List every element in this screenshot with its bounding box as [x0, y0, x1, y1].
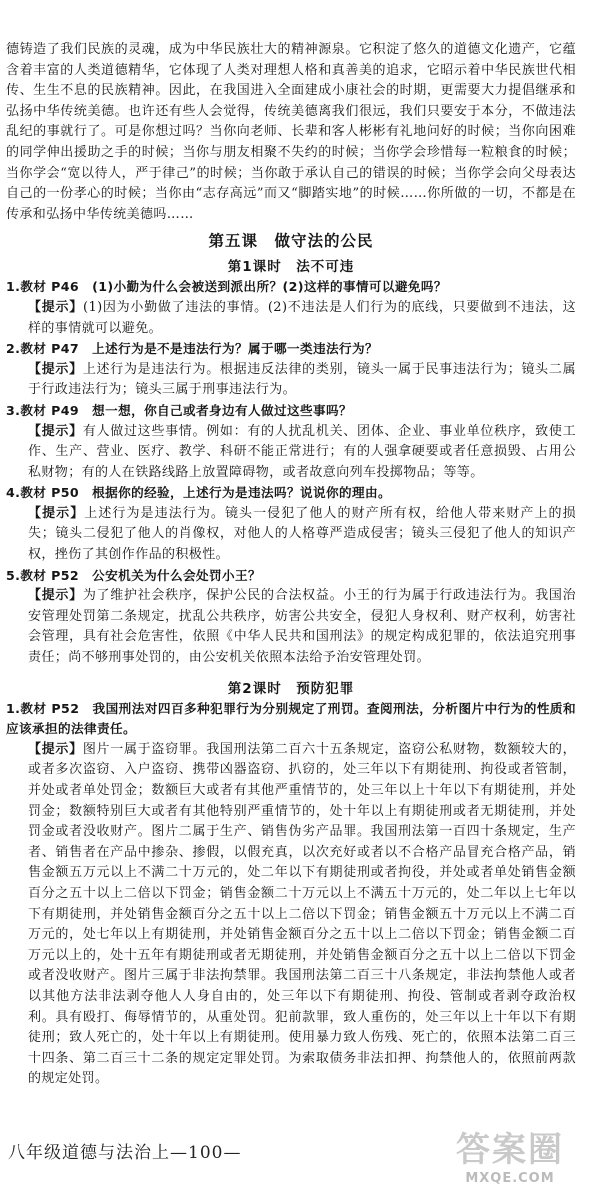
watermark-domain: MXQE.COM — [465, 1171, 555, 1186]
hint-text: (1)因为小勤做了违法的事情。(2)不违法是人们行为的底线，只要做到不违法，这样的事情就可以避免。 — [28, 299, 576, 336]
period2-title: 第2课时 预防犯罪 — [227, 680, 355, 697]
question-text: 我国刑法对四百多种犯罪行为分别规定了刑罚。查阅刑法，分析图片中行为的性质和应该承担的法律责任。 — [6, 700, 576, 737]
question-line — [6, 277, 576, 298]
question-line — [6, 566, 576, 587]
hint-tag: 【提示】 — [28, 423, 83, 439]
question-text: 公安机关为什么会处罚小王？ — [92, 567, 262, 583]
item-number: 4. — [6, 485, 21, 501]
question-line — [6, 401, 576, 422]
hint-block — [6, 740, 576, 1090]
hint-text: 图片一属于盗窃罪。我国刑法第二百六十五条规定，盗窃公私财物，数额较大的，或者多次盗窃、入户盗窃、携带凶器盗窃、扒窃的，处三年以下有期徒刑、拘役或者管制，并处或者单处罚金；数额巨大或者有其他严重情节的，处三年以上十年以下有期徒刑，并处罚金；数额特别巨大或者有其他特别严重情节的，处十年以上有期徒刑或者无期徒刑，并处罚金或者没收财产。图片二属于生产、销售伪劣产品罪。我国刑法第一百四十条规定，生产者、销售者在产品中掺杂、掺假，以假充真，以次充好或者以不合格产品冒充合格产品，销售金额五万元以上不满二十万元的，处二年以下有期徒刑或者拘役，并处或者单处销售金额百分之五十以上二倍以下罚金；销售金额二十万元以上不满五十万元的，处二年以上七年以下有期徒刑，并处销售金额百分之五十以上二倍以下罚金；销售金额五十万元以上不满二百万元的，处七年以上有期徒刑，并处销售金额百分之五十以上二倍以下罚金；销售金额二百万元以上的，处十五年有期徒刑或者无期徒刑，并处销售金额百分之五十以上二倍以下罚金或者没收财产。图片三属于非法拘禁罪。我国刑法第二百三十八条规定，非法拘禁他人或者以其他方法非法剥夺他人人身自由的，处三年以下有期徒刑、拘役、管制或者剥夺政治权利。具有殴打、侮辱情节的，从重处罚。犯前款罪，致人重伤的，处三年以上十年以下有期徒刑；致人死亡的，处十年以上有期徒刑。使用暴力致人伤残、死亡的，依照本法第二百三十四条、第二百三十二条的规定定罪处罚。为索取债务非法扣押、拘禁他人的，依照前两款的规定处罚。 — [28, 741, 576, 1087]
list-item — [6, 339, 576, 401]
intro-paragraph: 德铸造了我们民族的灵魂，成为中华民族壮大的精神源泉。它积淀了悠久的道德文化遗产，它蕴含着丰富的人类道德精华，它体现了人类对理想人格和真善美的追求，它昭示着中华民族世代相传、生生不息的民族精神。因此，在我国进入全面建成小康社会的时期，更需要大力提倡继承和弘扬中华传统美德。也许还有些人会觉得，传统美德离我们很远，我们只要安于本分，不做违法乱纪的事就行了。可是你想过吗？当你向老师、长辈和客人彬彬有礼地问好的时候；当你向困难的同学伸出援助之手的时候；当你与朋友相聚不失约的时候；当你学会珍惜每一粒粮食的时候；当你学会“宽以待人，严于律己”的时候；当你敢于承认自己的错误的时候；当你学会向父母表达自己的一份孝心的时候；当你由“志存高远”而又“脚踏实地”的时候……你所做的一切，不都是在传承和弘扬中华传统美德吗…… — [6, 42, 576, 222]
item-number: 1. — [6, 279, 21, 295]
list-item — [6, 566, 576, 669]
hint-block — [6, 298, 576, 339]
textbook-ref: 教材 P50 — [20, 485, 80, 501]
page-content — [6, 40, 576, 1090]
hint-block — [6, 504, 576, 566]
textbook-ref: 教材 P49 — [20, 402, 80, 418]
question-text: (1)小勤为什么会被送到派出所？(2)这样的事情可以避免吗？ — [92, 279, 447, 295]
question-line — [6, 483, 576, 504]
textbook-ref: 教材 P52 — [20, 567, 80, 583]
list-item — [6, 401, 576, 483]
watermark-logo — [440, 1130, 580, 1196]
hint-text: 有人做过这些事情。例如：有的人扰乱机关、团体、企业、事业单位秩序，致使工作、生产、营业、医疗、教学、科研不能正常进行；有的人强拿硬要或者任意损毁、占用公私财物；有的人在铁路线路上放置障碍物，或者故意向列车投掷物品；等等。 — [28, 423, 576, 480]
textbook-ref: 教材 P52 — [20, 700, 80, 716]
textbook-ref: 教材 P46 — [20, 279, 80, 295]
question-line — [6, 339, 576, 360]
period2-list — [6, 699, 576, 1090]
item-number: 1. — [6, 700, 21, 716]
hint-tag: 【提示】 — [28, 361, 83, 377]
question-text: 根据你的经验，上述行为是违法吗？说说你的理由。 — [92, 485, 391, 501]
hint-block — [6, 360, 576, 401]
hint-text: 上述行为是违法行为。根据违反法律的类别，镜头一属于民事违法行为；镜头二属于行政违法行为；镜头三属于刑事违法行为。 — [28, 361, 576, 398]
item-number: 5. — [6, 567, 21, 583]
hint-tag: 【提示】 — [28, 505, 85, 521]
hint-tag: 【提示】 — [28, 588, 83, 604]
hint-text: 为了维护社会秩序，保护公民的合法权益。小王的行为属于行政违法行为。我国治安管理处罚第二条规定，扰乱公共秩序，妨害公共安全，侵犯人身权利、财产权利，妨害社会管理，具有社会危害性，依照《中华人民共和国刑法》的规定构成犯罪的，依法追究刑事责任；尚不够刑事处罚的，由公安机关依照本法给予治安管理处罚。 — [28, 588, 576, 666]
period1-title: 第1课时 法不可违 — [227, 259, 355, 276]
hint-text: 上述行为是违法行为。镜头一侵犯了他人的财产所有权，给他人带来财产上的损失；镜头二侵犯了他人的肖像权，对他人的人格尊严造成侵害；镜头三侵犯了他人的知识产权，挫伤了其创作作品的积极性。 — [28, 505, 576, 563]
lesson-title: 第五课 做守法的公民 — [208, 232, 374, 251]
question-line — [6, 699, 576, 740]
list-item — [6, 483, 576, 565]
hint-block — [6, 422, 576, 484]
list-item — [6, 277, 576, 339]
watermark-brand: 答案圈 — [456, 1130, 564, 1170]
item-number: 2. — [6, 341, 21, 357]
period1-list — [6, 277, 576, 668]
hint-tag: 【提示】 — [28, 299, 83, 315]
textbook-ref: 教材 P47 — [20, 341, 80, 357]
hint-tag: 【提示】 — [28, 741, 83, 757]
page-footer: 八年级道德与法治上—100— — [8, 1143, 242, 1163]
question-text: 上述行为是不是违法行为？属于哪一类违法行为？ — [92, 341, 378, 357]
list-item — [6, 699, 576, 1090]
hint-block — [6, 586, 576, 668]
item-number: 3. — [6, 402, 21, 418]
question-text: 想一想，你自己或者身边有人做过这些事吗？ — [92, 402, 352, 418]
